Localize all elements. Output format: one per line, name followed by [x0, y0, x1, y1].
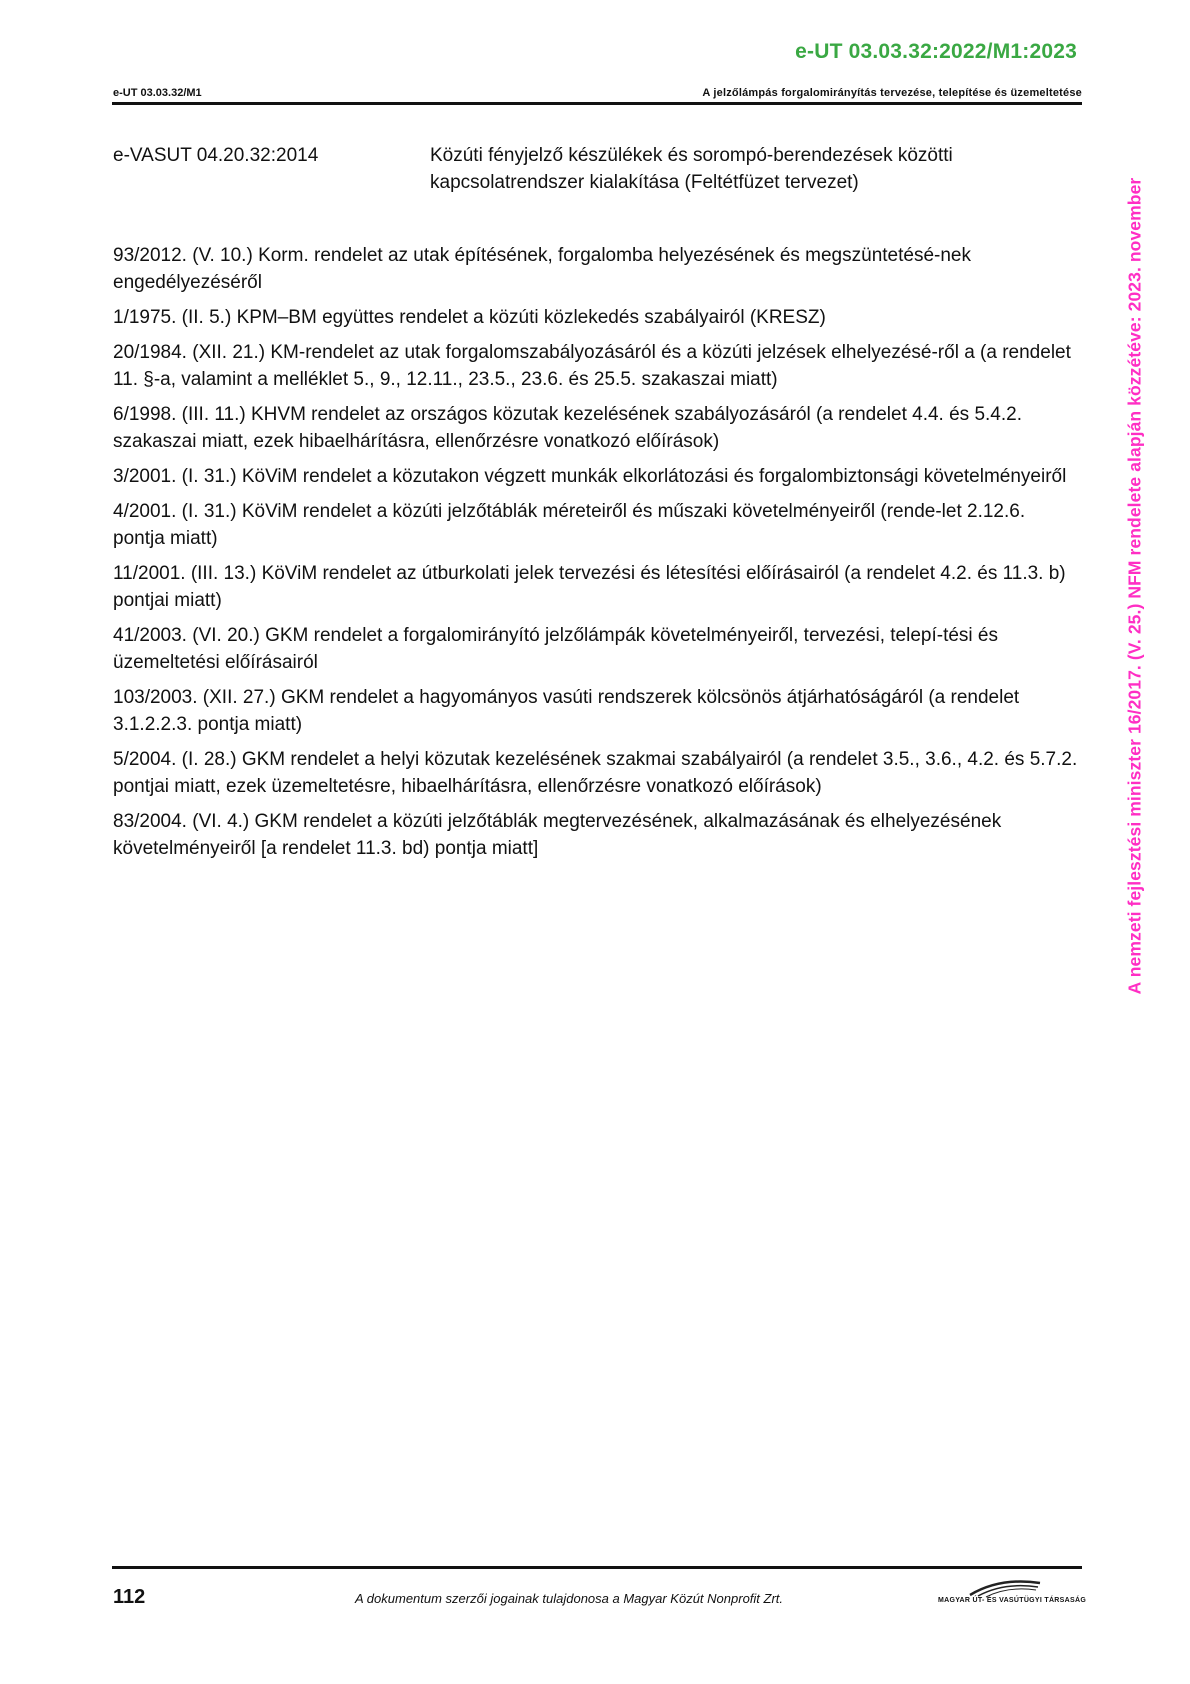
list-item: 93/2012. (V. 10.) Korm. rendelet az utak építésének, forgalomba helyezésének és megszüntetésé-nek engedélyezéséről: [113, 245, 971, 293]
road-arc-icon: [930, 1575, 1080, 1599]
document-code: e-UT 03.03.32:2022/M1:2023: [795, 40, 1077, 63]
list-item: 83/2004. (VI. 4.) GKM rendelet a közúti jelzőtáblák megtervezésének, alkalmazásának és elhelyezésének követelményeiről [a rendelet 11.3. bd) pontja miatt]: [113, 811, 1002, 859]
list-item: 3/2001. (I. 31.) KöViM rendelet a közutakon végzett munkák elkorlátozási és forgalombiztonsági követelményeiről: [113, 466, 1067, 487]
list-item: 6/1998. (III. 11.) KHVM rendelet az országos közutak kezelésének szabályozásáról (a rendelet 4.4. és 5.4.2. szakaszai miatt, ezek hibaelhárításra, ellenőrzésre vonatkozó előírások): [113, 404, 1022, 452]
reference-title: Közúti fényjelző készülékek és sorompó-berendezések közötti kapcsolatrendszer kialakítása (Feltétfüzet tervezet): [430, 145, 953, 193]
society-logo: [930, 1575, 1087, 1609]
page-number: 112: [113, 1586, 146, 1608]
header-chapter-title: A jelzőlámpás forgalomirányítás tervezése, telepítése és üzemeltetése: [702, 87, 1082, 99]
publication-note-text: A nemzeti fejlesztési miniszter 16/2017. (V. 25.) NFM rendelete alapján közzétéve: 2023. november: [1124, 177, 1145, 995]
list-item: 1/1975. (II. 5.) KPM–BM együttes rendelet a közúti közlekedés szabályairól (KRESZ): [113, 307, 826, 328]
list-item: 5/2004. (I. 28.) GKM rendelet a helyi közutak kezelésének szakmai szabályairól (a rendelet 3.5., 3.6., 4.2. és 5.7.2. pontjai miatt, ezek üzemeltetésre, hibaelhárításra, ellenőrzésre vonatkozó előírások): [113, 749, 1078, 797]
copyright-notice: A dokumentum szerzői jogainak tulajdonosa a Magyar Közút Nonprofit Zrt.: [355, 1591, 784, 1606]
footer-divider: [112, 1566, 1082, 1569]
reference-code: e-VASUT 04.20.32:2014: [113, 145, 319, 166]
legislation-list: [113, 242, 1081, 870]
logo-text: MAGYAR ÚT- ÉS VASÚTÜGYI TÁRSASÁG: [938, 1597, 1087, 1604]
list-item: 103/2003. (XII. 27.) GKM rendelet a hagyományos vasúti rendszerek kölcsönös átjárhatóságáról (a rendelet 3.1.2.2.3. pontja miatt): [113, 687, 1020, 735]
running-header: [112, 85, 1082, 103]
list-item: 4/2001. (I. 31.) KöViM rendelet a közúti jelzőtáblák méreteiről és műszaki követelményeiről (rende-let 2.12.6. pontja miatt): [113, 501, 1026, 549]
list-item: 11/2001. (III. 13.) KöViM rendelet az útburkolati jelek tervezési és létesítési előírásairól (a rendelet 4.2. és 11.3. b) pontjai miatt): [113, 563, 1066, 611]
header-divider: [112, 102, 1082, 105]
list-item: 41/2003. (VI. 20.) GKM rendelet a forgalomirányító jelzőlámpák követelményeiről, tervezési, telepí-tési és üzemeltetési előírásairól: [113, 625, 998, 673]
header-standard-id: e-UT 03.03.32/M1: [113, 87, 202, 99]
list-item: 20/1984. (XII. 21.) KM-rendelet az utak forgalomszabályozásáról és a közúti jelzések elhelyezésé-ről a (a rendelet 11. §-a, valamint a melléklet 5., 9., 12.11., 23.5., 23.6. és 25.5. szakaszai miatt): [113, 342, 1071, 390]
